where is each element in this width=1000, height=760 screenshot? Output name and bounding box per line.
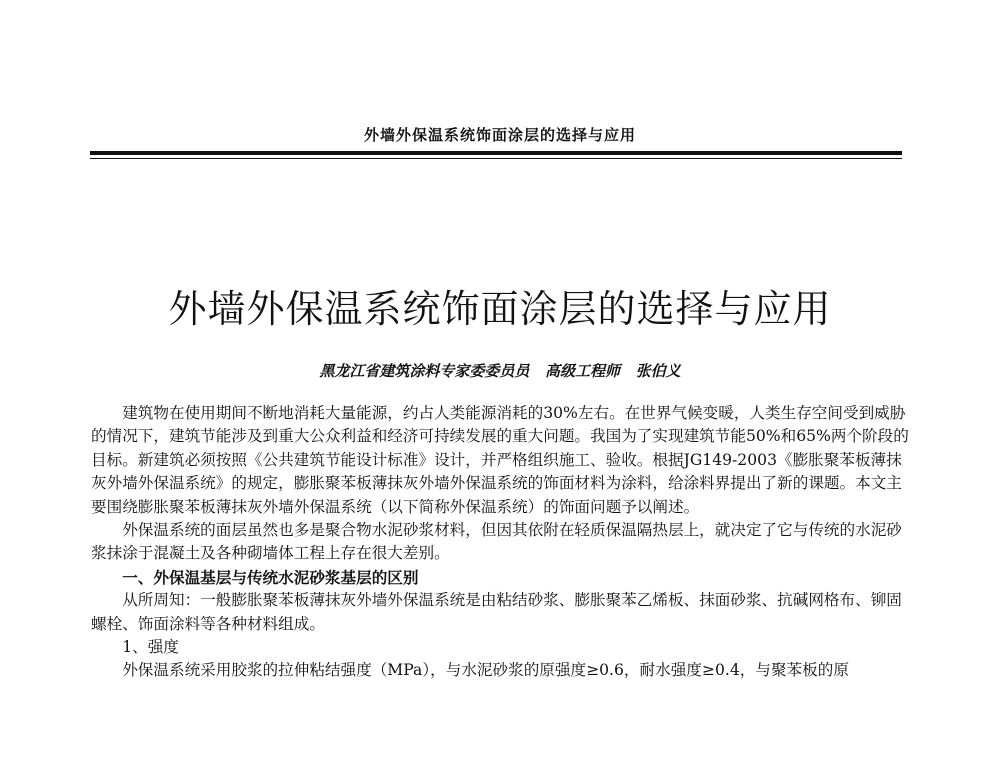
author-byline: 黑龙江省建筑涂料专家委委员员 高级工程师 张伯义 — [319, 362, 681, 380]
article-body — [91, 402, 911, 683]
paragraph-3: 从所周知：一般膨胀聚苯板薄抹灰外墙外保温系统是由粘结砂浆、膨胀聚苯乙烯板、抹面砂浆、抗碱网格布、铆固螺栓、饰面涂料等各种材料组成。 — [91, 591, 902, 633]
subsection-heading: 1、强度 — [122, 638, 179, 657]
paragraph-4: 外保温系统采用胶浆的拉伸粘结强度（MPa），与水泥砂浆的原强度≥0.6，耐水强度≥0.4，与聚苯板的原 — [122, 661, 849, 680]
header-rule-thick — [90, 151, 902, 155]
running-header: 外墙外保温系统饰面涂层的选择与应用 — [363, 126, 636, 144]
paragraph-intro: 建筑物在使用期间不断地消耗大量能源，约占人类能源消耗的30%左右。在世界气候变暖，人类生存空间受到威胁的情况下，建筑节能涉及到重大公众利益和经济可持续发展的重大问题。我国为了实现建筑节能50%和65%两个阶段的目标。新建筑必须按照《公共建筑节能设计标准》设计，并严格组织施工、验收。根据JG149-2003《膨胀聚苯板薄抹灰外墙外保温系统》的规定，膨胀聚苯板薄抹灰外墙外保温系统的饰面材料为涂料，给涂料界提出了新的课题。本文主要围绕膨胀聚苯板薄抹灰外墙外保温系统（以下简称外保温系统）的饰面问题予以阐述。 — [91, 404, 909, 516]
header-rule-thin — [90, 158, 902, 159]
paragraph-2: 外保温系统的面层虽然也多是聚合物水泥砂浆材料，但因其依附在轻质保温隔热层上，就决定了它与传统的水泥砂浆抹涂于混凝土及各种砌墙体工程上存在很大差别。 — [91, 521, 902, 563]
paper-title: 外墙外保温系统饰面涂层的选择与应用 — [168, 287, 832, 331]
section-heading: 一、外保温基层与传统水泥砂浆基层的区别 — [122, 567, 419, 587]
